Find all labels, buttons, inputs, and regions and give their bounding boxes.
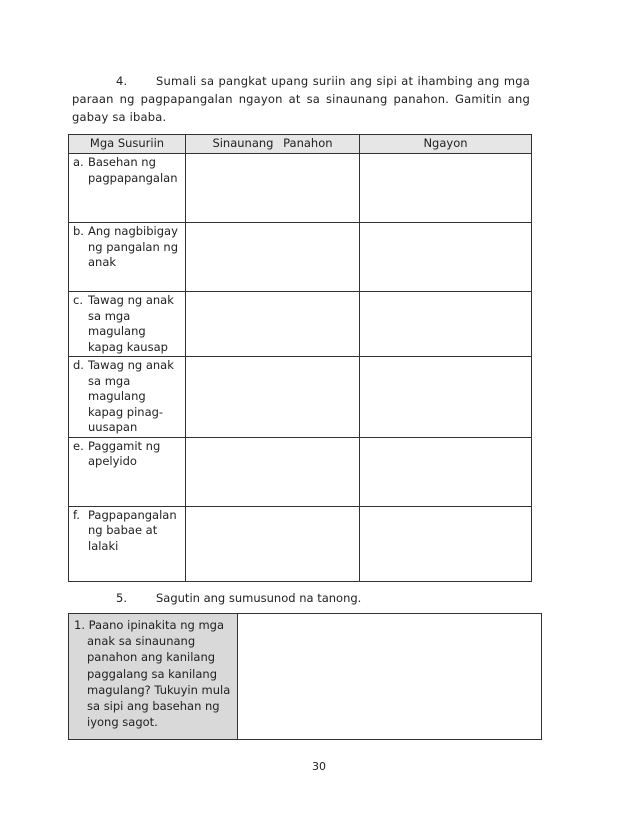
table-row (69, 357, 532, 438)
row-c-text: Tawag ng anak sa mga magulang kapag kausap (88, 293, 174, 354)
row-d-text: Tawag ng anak sa mga magulang kapag pinag-uusapan (88, 358, 174, 434)
table-row (69, 223, 532, 292)
row-a-letter: a. (73, 155, 84, 169)
row-b-sinaunang-cell[interactable] (186, 223, 360, 292)
row-a-label (69, 154, 186, 223)
row-e-label (69, 437, 186, 506)
comparison-table (68, 134, 532, 582)
row-c-ngayon-cell[interactable] (360, 292, 532, 357)
row-d-ngayon-cell[interactable] (360, 357, 532, 438)
activity-4-instructions (72, 72, 530, 126)
question-table (68, 613, 542, 740)
row-f-sinaunang-cell[interactable] (186, 506, 360, 581)
question-1-text: 1. Paano ipinakita ng mga anak sa sinaunang panahon ang kanilang paggalang sa kanilang magulang? Tukuyin mula sa sipi ang basehan ng iyong sagot. (74, 618, 231, 730)
table-row (69, 154, 532, 223)
activity-4-line-1: Sumali sa pangkat upang suriin ang sipi at ihambing ang mga (156, 74, 530, 88)
row-f-text: Pagpapangalan ng babae at lalaki (88, 507, 177, 553)
table-row (69, 292, 532, 357)
row-f-label (69, 506, 186, 581)
question-1-cell (69, 614, 238, 740)
row-d-label (69, 357, 186, 438)
row-b-text: Ang nagbibigay ng pangalan ng anak (88, 224, 179, 269)
table-row (69, 506, 532, 581)
row-e-ngayon-cell[interactable] (360, 437, 532, 506)
activity-5-text: Sagutin ang sumusunod na tanong. (156, 591, 362, 605)
row-e-letter: e. (73, 438, 84, 453)
activity-5-number: 5. (116, 591, 127, 605)
answer-1-cell[interactable] (238, 614, 542, 740)
page-number: 30 (312, 760, 326, 773)
header-mga-susuriin: Mga Susuriin (69, 135, 186, 154)
row-b-letter: b. (73, 224, 84, 238)
row-c-label (69, 292, 186, 357)
row-e-text: Paggamit ng apelyido (88, 438, 161, 468)
row-b-ngayon-cell[interactable] (360, 223, 532, 292)
row-c-sinaunang-cell[interactable] (186, 292, 360, 357)
activity-5-instructions (72, 589, 361, 607)
row-b-label (69, 223, 186, 292)
activity-4-number (72, 74, 156, 88)
header-sinaunang-panahon: Sinaunang Panahon (186, 135, 360, 154)
row-d-letter: d. (73, 358, 84, 372)
row-a-text: Basehan ng pagpapangalan (88, 155, 178, 185)
row-a-ngayon-cell[interactable] (360, 154, 532, 223)
row-d-sinaunang-cell[interactable] (186, 357, 360, 438)
row-e-sinaunang-cell[interactable] (186, 437, 360, 506)
activity-4-number-label: 4. (116, 74, 128, 88)
table-row (69, 614, 542, 740)
row-a-sinaunang-cell[interactable] (186, 154, 360, 223)
activity-4-line-2: paraan ng pagpapangalan ngayon at sa sinaunang panahon. Gamitin ang gabay (72, 92, 530, 124)
row-f-ngayon-cell[interactable] (360, 506, 532, 581)
row-f-letter: f. (73, 507, 80, 522)
activity-4-line-3: sa ibaba. (112, 110, 167, 124)
row-c-letter: c. (73, 293, 83, 307)
table-row (69, 437, 532, 506)
header-ngayon: Ngayon (360, 135, 532, 154)
comparison-table-header-row (69, 135, 532, 154)
